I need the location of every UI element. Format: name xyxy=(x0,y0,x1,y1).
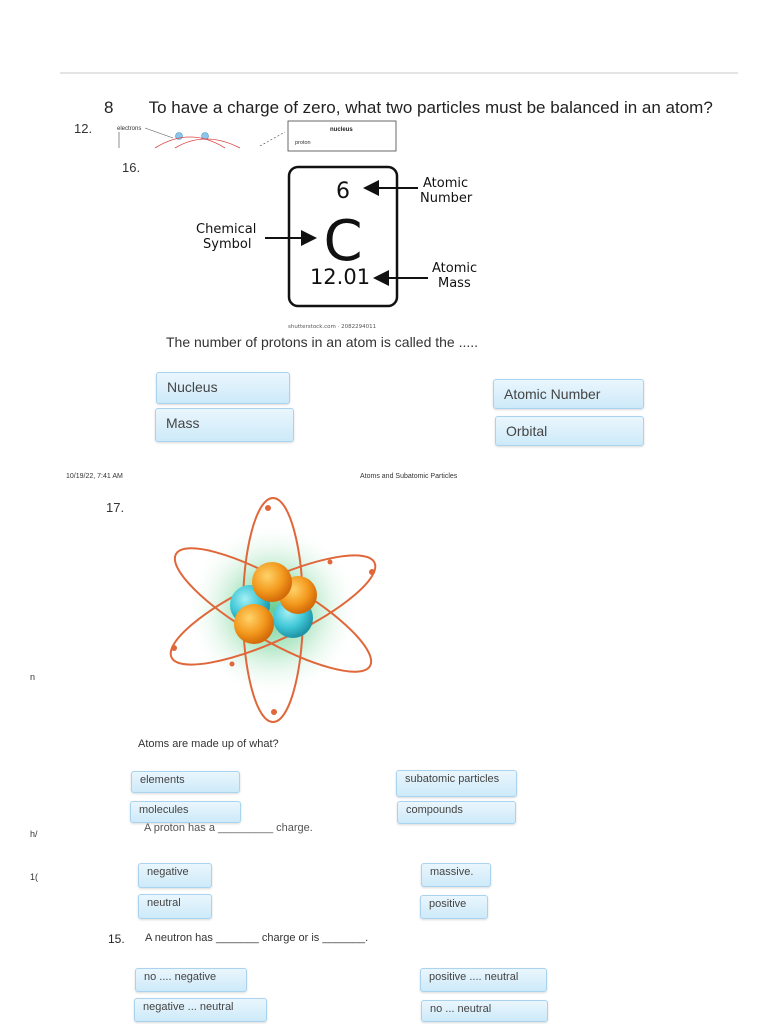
answer-option-positive-neutral[interactable]: positive .... neutral xyxy=(420,968,547,992)
question-8-number: 8 xyxy=(104,98,114,117)
label-nucleus: nucleus xyxy=(330,127,353,133)
atom-illustration xyxy=(158,500,388,725)
question-17-number: 17. xyxy=(106,500,125,515)
element-symbol: C xyxy=(323,209,363,274)
answer-option-elements[interactable]: elements xyxy=(131,771,240,793)
question-8 xyxy=(104,96,713,117)
label-electrons: electrons xyxy=(117,126,142,132)
answer-option-mass[interactable]: Mass xyxy=(155,408,294,442)
proton-question-text: A proton has a _________ charge. xyxy=(144,822,313,834)
question-17-prompt: Atoms are made up of what? xyxy=(138,738,279,750)
question-8-text: To have a charge of zero, what two particles must be balanced in an atom? xyxy=(148,98,713,117)
question-12-number: 12. xyxy=(74,121,93,136)
answer-option-neutral[interactable]: neutral xyxy=(138,894,212,919)
answer-option-molecules[interactable]: molecules xyxy=(130,801,241,823)
atomic-mass-label-2: Mass xyxy=(438,276,471,291)
answer-option-atomic-number[interactable]: Atomic Number xyxy=(493,379,644,409)
answer-option-negative-neutral[interactable]: negative ... neutral xyxy=(134,998,267,1022)
margin-mark: h/ xyxy=(30,829,38,839)
question-16-prompt: The number of protons in an atom is called the ..... xyxy=(166,334,479,350)
answer-option-massive[interactable]: massive. xyxy=(421,863,491,887)
answer-option-subatomic-particles[interactable]: subatomic particles xyxy=(396,770,517,797)
atom-diagram-fragment xyxy=(115,118,400,148)
top-divider xyxy=(60,72,738,74)
answer-option-orbital[interactable]: Orbital xyxy=(495,416,644,446)
print-page-title: Atoms and Subatomic Particles xyxy=(360,473,458,480)
answer-option-positive[interactable]: positive xyxy=(420,895,488,919)
chemical-symbol-label-2: Symbol xyxy=(203,237,252,252)
atomic-number-label-2: Number xyxy=(420,191,473,206)
answer-option-nucleus[interactable]: Nucleus xyxy=(156,372,290,404)
answer-option-compounds[interactable]: compounds xyxy=(397,801,516,824)
answer-option-negative[interactable]: negative xyxy=(138,863,212,888)
atomic-number-label-1: Atomic xyxy=(423,176,469,191)
answer-option-no-neutral[interactable]: no ... neutral xyxy=(421,1000,548,1022)
margin-mark: n xyxy=(30,672,36,682)
question-12-diagram-strip xyxy=(115,118,400,148)
question-15-number: 15. xyxy=(108,932,125,946)
proton-question-fragment xyxy=(144,822,313,838)
question-15-prompt: A neutron has _______ charge or is _______. xyxy=(145,932,369,944)
atomic-mass-label-1: Atomic xyxy=(432,261,478,276)
atomic-number-value: 6 xyxy=(336,179,350,204)
print-timestamp: 10/19/22, 7:41 AM xyxy=(66,473,123,480)
answer-option-no-negative[interactable]: no .... negative xyxy=(135,968,247,992)
question-16-number: 16. xyxy=(122,160,141,175)
image-watermark: shutterstock.com · 2082294011 xyxy=(288,324,377,330)
margin-mark: 1( xyxy=(30,872,39,882)
label-proton: proton xyxy=(295,140,311,146)
chemical-symbol-label-1: Chemical xyxy=(196,222,257,237)
element-tile-diagram xyxy=(190,160,520,335)
atomic-mass-value: 12.01 xyxy=(309,265,371,289)
